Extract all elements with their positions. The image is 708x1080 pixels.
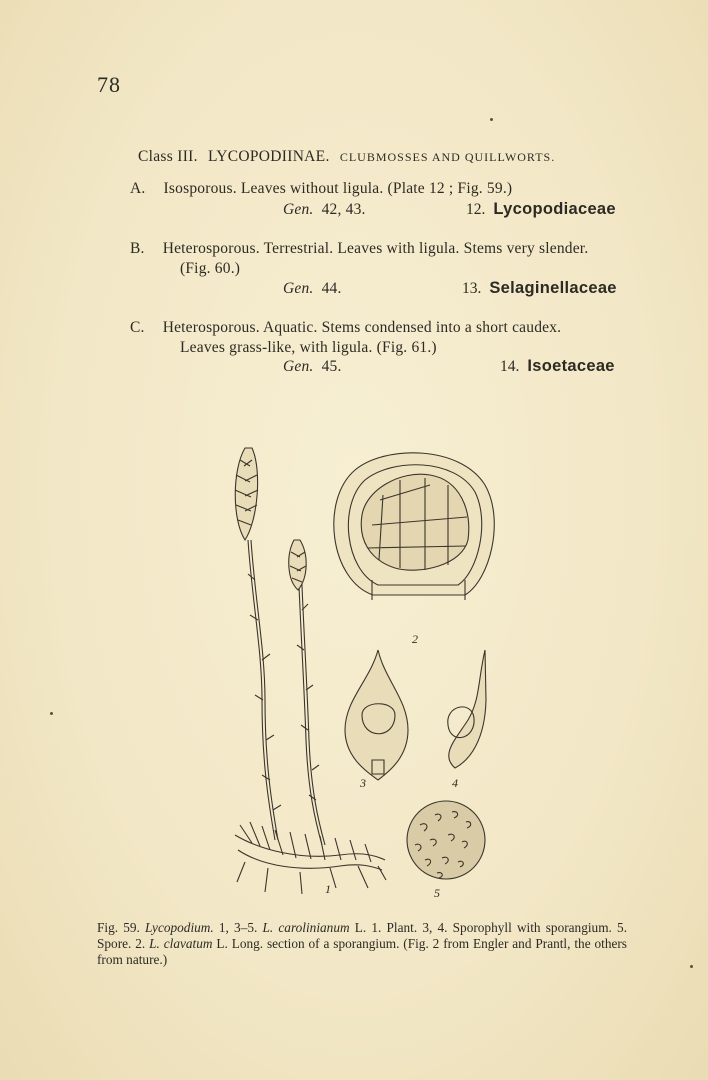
class-label: Class III. xyxy=(138,148,198,165)
entry-c-family-number: 14. xyxy=(500,358,520,375)
entry-c-text: Heterosporous. Aquatic. Stems condensed into a short caudex. xyxy=(162,319,562,336)
paper-speck xyxy=(690,965,693,968)
caption-text-1: 1, 3–5. xyxy=(218,920,258,935)
entry-b-letter: B. xyxy=(130,240,145,257)
entry-c-family-name: Isoetaceae xyxy=(527,357,615,375)
entry-b-text: Heterosporous. Terrestrial. Leaves with ligula. Stems very slender. xyxy=(162,240,589,257)
caption-genus: Lycopodium. xyxy=(145,920,214,935)
entry-a-gen-values: 42, 43. xyxy=(321,201,366,218)
page-number: 78 xyxy=(97,72,121,97)
entry-a-family-number: 12. xyxy=(466,201,486,218)
figure-label-5: 5 xyxy=(434,886,440,900)
entry-a-family-name: Lycopodiaceae xyxy=(493,200,616,218)
entry-a-gen-label: Gen. xyxy=(283,201,314,218)
caption-species-2: L. clavatum xyxy=(149,936,213,951)
entry-c-gen-label: Gen. xyxy=(283,358,314,375)
caption-fig-number: Fig. 59. xyxy=(97,920,140,935)
entry-c-letter: C. xyxy=(130,319,145,336)
entry-c-gen-values: 45. xyxy=(321,358,342,375)
entry-b-line2: (Fig. 60.) xyxy=(180,260,241,277)
class-name: LYCOPODIINAE. xyxy=(208,148,330,165)
caption-species-1: L. carolinianum xyxy=(262,920,350,935)
common-name: CLUBMOSSES AND QUILLWORTS. xyxy=(339,150,556,164)
entry-a-text: Isosporous. Leaves without ligula. (Plate 12 ; Fig. 59.) xyxy=(163,180,513,197)
figure-label-2: 2 xyxy=(412,632,418,646)
entry-a-letter: A. xyxy=(130,180,146,197)
sporophyll-front-illustration xyxy=(345,650,408,780)
caption-text-3: L. Long. section of a sporangium. (Fig. 2 from Engler and Prantl, the others from nature.) xyxy=(97,936,627,967)
spore-illustration xyxy=(407,801,485,879)
figure-label-3: 3 xyxy=(360,776,366,790)
figure-label-4: 4 xyxy=(452,776,458,790)
paper-speck xyxy=(50,712,53,715)
caption-text-2: L. 1. Plant. 3, 4. Sporophyll with sporangium. 5. Spore. 2. xyxy=(97,920,628,951)
figure-label-1: 1 xyxy=(325,882,331,896)
figure-caption xyxy=(97,920,627,968)
entry-b-gen-values: 44. xyxy=(321,280,342,297)
entry-c-line2: Leaves grass-like, with ligula. (Fig. 61.) xyxy=(180,339,437,356)
sporophyll-side-illustration xyxy=(448,650,486,768)
entry-b-family-number: 13. xyxy=(462,280,482,297)
sporangium-section-illustration xyxy=(334,453,494,600)
entry-b-gen-label: Gen. xyxy=(283,280,314,297)
paper-speck xyxy=(490,118,493,121)
entry-b-family-name: Selaginellaceae xyxy=(489,279,617,297)
